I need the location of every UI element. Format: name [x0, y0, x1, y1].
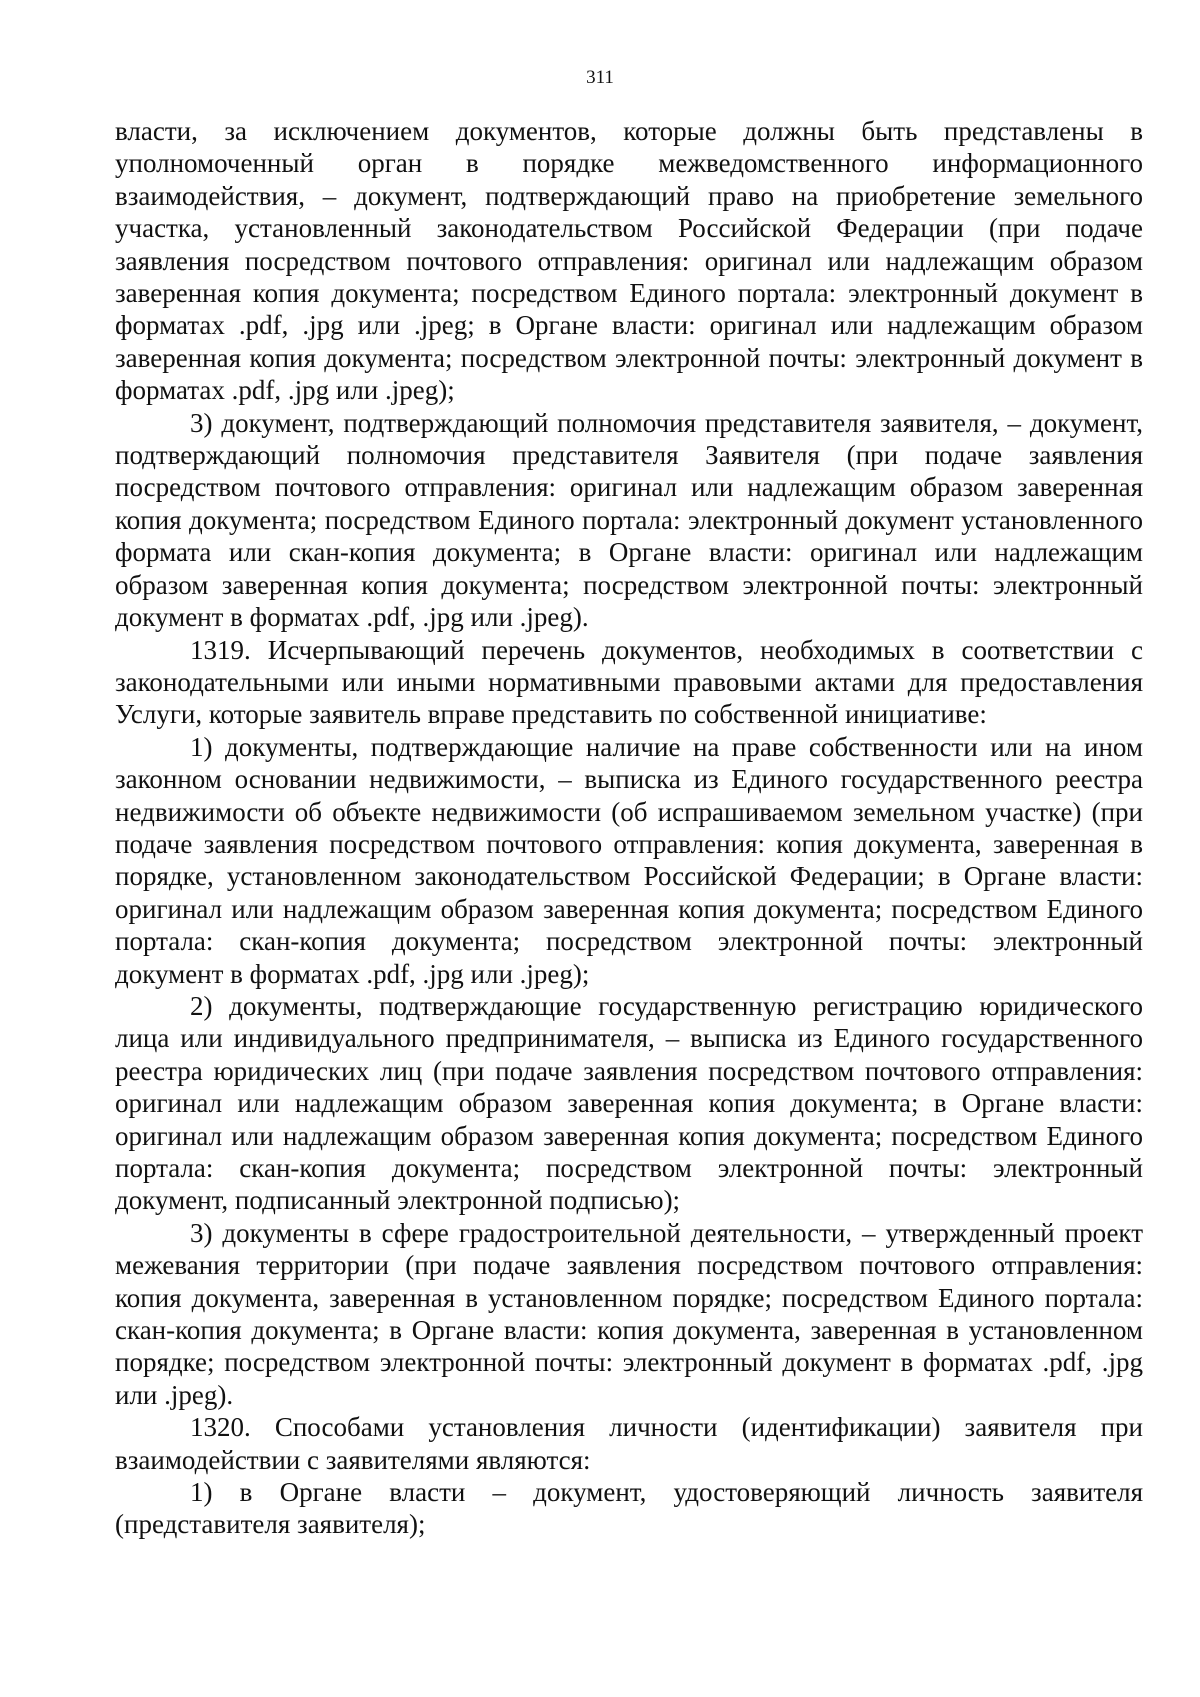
paragraph-continuation: власти, за исключением документов, которые должны быть представлены в уполномоченный орган в порядке межведомственного информационного взаимодействия, – документ, подтверждающий право на приобретение земельного участка, установленный законодательством Российской Федерации (при подаче заявления посредством почтового отправления: оригинал или надлежащим образом заверенная копия документа; посредством Единого портала: электронный документ в форматах .pdf, .jpg или .jpeg; в Органе власти: оригинал или надлежащим образом заверенная копия документа; посредством электронной почты: электронный документ в форматах .pdf, .jpg или .jpeg);: [115, 116, 1143, 406]
paragraph-clause-1320: 1320. Способами установления личности (идентификации) заявителя при взаимодействии с заявителями являются:: [115, 1412, 1143, 1475]
paragraph-item-2-registration: 2) документы, подтверждающие государственную регистрацию юридического лица или индивидуального предпринимателя, – выписка из Единого государственного реестра юридических лиц (при подаче заявления посредством почтового отправления: оригинал или надлежащим образом заверенная копия документа; в Органе власти: оригинал или надлежащим образом заверенная копия документа; посредством Единого портала: скан-копия документа; посредством электронной почты: электронный документ, подписанный электронной подписью);: [115, 990, 1143, 1216]
paragraph-item-1-identity: 1) в Органе власти – документ, удостоверяющий личность заявителя (представителя заявителя);: [115, 1477, 1143, 1540]
paragraph-clause-1319: 1319. Исчерпывающий перечень документов, необходимых в соответствии с законодательными или иными нормативными правовыми актами для предоставления Услуги, которые заявитель вправе представить по собственной инициативе:: [115, 634, 1143, 730]
paragraph-item-1-property: 1) документы, подтверждающие наличие на праве собственности или на ином законном основании недвижимости, – выписка из Единого государственного реестра недвижимости об объекте недвижимости (об испрашиваемом земельном участке) (при подаче заявления посредством почтового отправления: копия документа, заверенная в порядке, установленном законодательством Российской Федерации; в Органе власти: оригинал или надлежащим образом заверенная копия документа; посредством Единого портала: скан-копия документа; посредством электронной почты: электронный документ в форматах .pdf, .jpg или .jpeg);: [115, 731, 1143, 989]
paragraph-item-3-representative: 3) документ, подтверждающий полномочия представителя заявителя, – документ, подтверждающий полномочия представителя Заявителя (при подаче заявления посредством почтового отправления: оригинал или надлежащим образом заверенная копия документа; посредством Единого портала: электронный документ установленного формата или скан-копия документа; в Органе власти: оригинал или надлежащим образом заверенная копия документа; посредством электронной почты: электронный документ в форматах .pdf, .jpg или .jpeg).: [115, 407, 1143, 633]
document-body: [115, 115, 1143, 1541]
paragraph-item-3-urban-planning: 3) документы в сфере градостроительной деятельности, – утвержденный проект межевания территории (при подаче заявления посредством почтового отправления: копия документа, заверенная в установленном порядке; посредством Единого портала: скан-копия документа; в Органе власти: копия документа, заверенная в установленном порядке; посредством электронной почты: электронный документ в форматах .pdf, .jpg или .jpeg).: [115, 1217, 1143, 1410]
page-number: 311: [586, 67, 614, 88]
